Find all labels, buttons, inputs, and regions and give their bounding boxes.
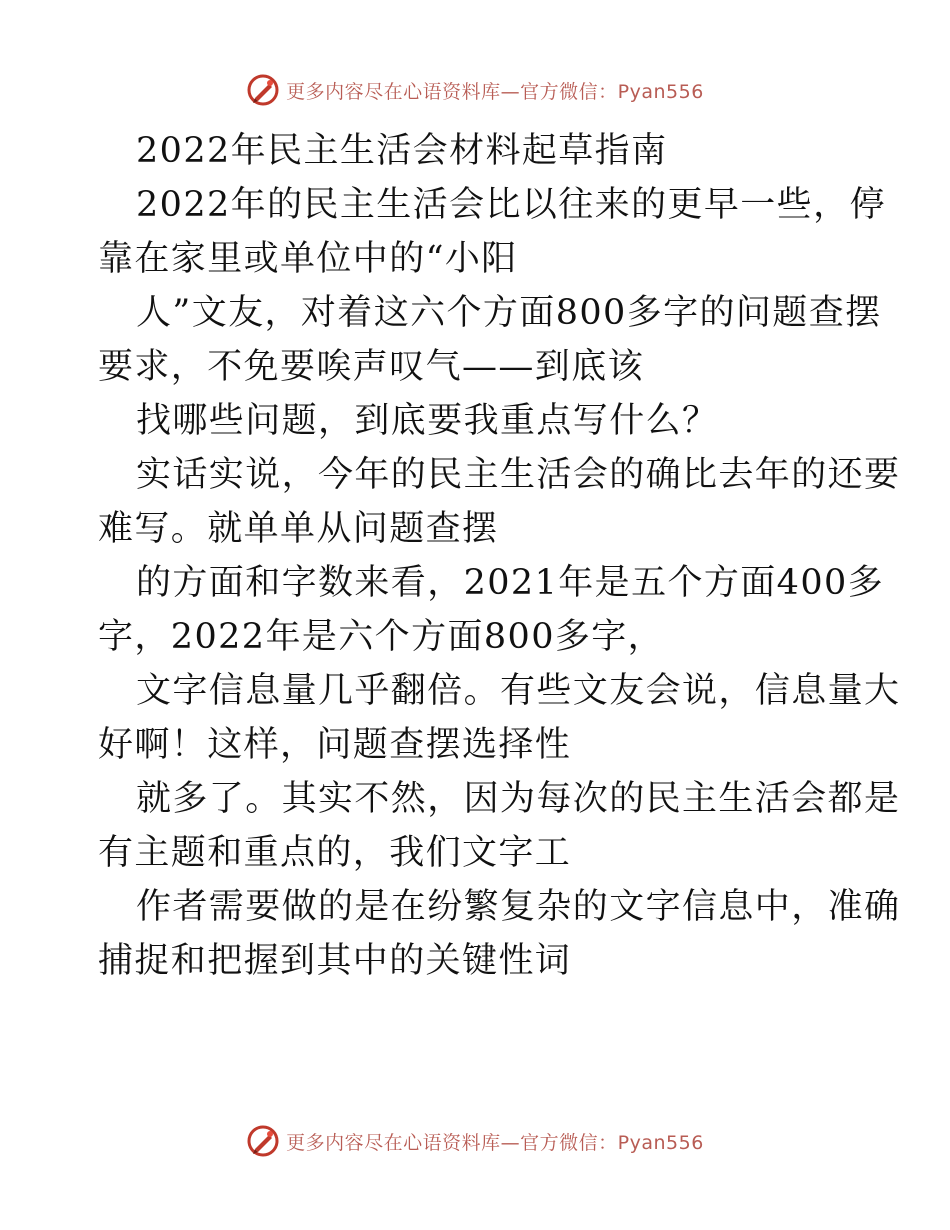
paragraph-line: 靠在家里或单位中的“小阳 bbox=[98, 239, 518, 279]
paragraph-line: 作者需要做的是在纷繁复杂的文字信息中，准确 bbox=[136, 887, 901, 927]
paragraph-line: 文字信息量几乎翻倍。有些文友会说，信息量大 bbox=[136, 671, 901, 711]
paragraph-line: 捕捉和把握到其中的关键性词 bbox=[98, 941, 572, 981]
paragraph-line: 找哪些问题，到底要我重点写什么？ bbox=[136, 401, 719, 441]
paragraph-line: 2022年的民主生活会比以往来的更早一些，停 bbox=[136, 185, 886, 225]
paragraph-line: 要求，不免要唉声叹气——到底该 bbox=[98, 347, 645, 387]
footer-banner bbox=[0, 1121, 950, 1161]
paragraph-line: 字，2022年是六个方面800多字， bbox=[98, 617, 665, 657]
paragraph-line: 的方面和字数来看，2021年是五个方面400多 bbox=[136, 563, 885, 603]
paragraph-line: 就多了。其实不然，因为每次的民主生活会都是 bbox=[136, 779, 901, 819]
document-title: 2022年民主生活会材料起草指南 bbox=[136, 131, 668, 171]
header-banner bbox=[0, 70, 950, 110]
document-body bbox=[98, 124, 901, 988]
banner-text: 更多内容尽在心语资料库—官方微信：Pyan556 bbox=[286, 80, 704, 103]
banner-text: 更多内容尽在心语资料库—官方微信：Pyan556 bbox=[286, 1131, 704, 1154]
pen-logo-icon bbox=[246, 1124, 280, 1158]
paragraph-line: 人”文友，对着这六个方面800多字的问题查摆 bbox=[136, 293, 882, 333]
paragraph-line: 难写。就单单从问题查摆 bbox=[98, 509, 499, 549]
pen-logo-icon bbox=[246, 73, 280, 107]
paragraph-line: 实话实说，今年的民主生活会的确比去年的还要 bbox=[136, 455, 901, 495]
paragraph-line: 有主题和重点的，我们文字工 bbox=[98, 833, 572, 873]
paragraph-line: 好啊！这样，问题查摆选择性 bbox=[98, 725, 572, 765]
